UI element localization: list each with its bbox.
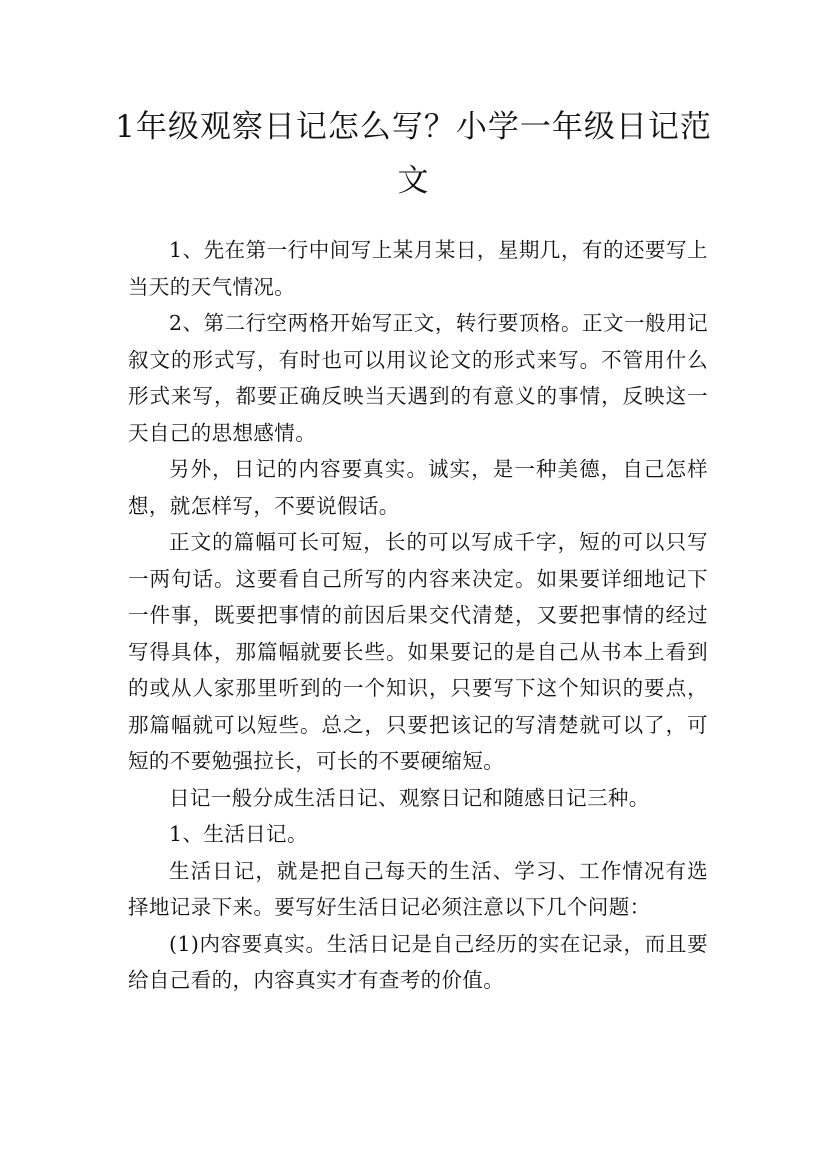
paragraph-5: 日记一般分成生活日记、观察日记和随感日记三种。 [169, 785, 650, 810]
paragraph-4: 正文的篇幅可长可短，长的可以写成千字，短的可以只写一两句话。这要看自己所写的内容来决定。如果要详细地记下一件事，既要把事情的前因后果交代清楚，又要把事情的经过写得具体，那篇幅就要长些。如果要记的是自己从书本上看到的或从人家那里听到的一个知识，只要写下这个知识的要点，那篇幅就可以短些。总之，只要把该记的写清楚就可以了，可短的不要勉强拉长，可长的不要硬缩短。 [128, 530, 708, 773]
paragraph-6: 1、生活日记。 [169, 822, 308, 846]
document-body [128, 232, 708, 999]
paragraph-2: 2、第二行空两格开始写正文，转行要顶格。正文一般用记叙文的形式写，有时也可以用议论文的形式来写。不管用什么形式来写，都要正确反映当天遇到的有意义的事情，反映这一天自己的思想感情。 [128, 311, 708, 445]
paragraph-1: 1、先在第一行中间写上某月某日，星期几，有的还要写上当天的天气情况。 [128, 238, 708, 299]
paragraph-7: 生活日记，就是把自己每天的生活、学习、工作情况有选择地记录下来。要写好生活日记必须注意以下几个问题： [128, 858, 708, 919]
paragraph-8: (1)内容要真实。生活日记是自己经历的实在记录，而且要给自己看的，内容真实才有查考的价值。 [128, 931, 708, 992]
paragraph-3: 另外，日记的内容要真实。诚实，是一种美德，自己怎样想，就怎样写，不要说假话。 [128, 457, 708, 518]
document-title: 1年级观察日记怎么写？小学一年级日记范文 [115, 109, 712, 199]
